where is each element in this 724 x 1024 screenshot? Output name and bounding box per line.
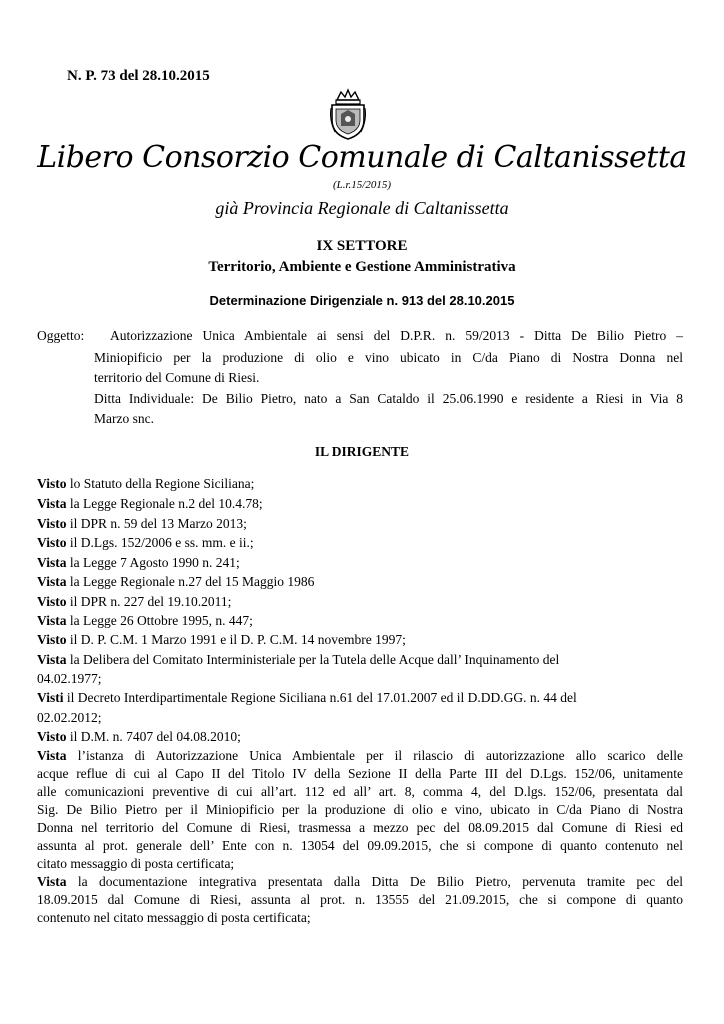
body-line xyxy=(37,802,683,818)
line-text: il Decreto Interdipartimentale Regione Siciliana n.61 del 17.01.2007 ed il D.DD.GG. n. 44 del xyxy=(63,690,577,705)
line-text: la Legge Regionale n.27 del 15 Maggio 1986 xyxy=(66,574,315,589)
body-line xyxy=(37,594,231,610)
line-text: il D.M. n. 7407 del 04.08.2010; xyxy=(66,729,241,744)
body-line xyxy=(37,766,683,782)
law-reference: (L.r.15/2015) xyxy=(332,179,392,191)
line-text: lo Statuto della Regione Siciliana; xyxy=(66,476,255,491)
body-line xyxy=(37,496,263,512)
keyword: Visto xyxy=(37,632,67,647)
line-text: il D. P. C.M. 1 Marzo 1991 e il D. P. C.M. 14 novembre 1997; xyxy=(66,632,406,647)
line-text: assunta al prot. generale dell’ Ente con n. 13054 del 09.09.2015, che si compone di quanto contenuto nel xyxy=(37,838,683,853)
body-line xyxy=(37,476,254,492)
line-text: il DPR n. 59 del 13 Marzo 2013; xyxy=(66,516,247,531)
subject-line: Ditta Individuale: De Bilio Pietro, nato a San Cataldo il 25.06.1990 e residente a Riesi in Via 8 xyxy=(94,391,683,406)
keyword: Visto xyxy=(37,516,67,531)
body-line xyxy=(37,632,406,648)
section-heading: IL DIRIGENTE xyxy=(314,444,410,459)
sector-title: IX SETTORE xyxy=(316,238,408,254)
subject-line: Marzo snc. xyxy=(94,411,154,426)
line-text: contenuto nel citato messaggio di posta certificata; xyxy=(37,910,311,925)
coat-of-arms-emblem xyxy=(329,88,367,140)
keyword: Vista xyxy=(37,555,67,570)
keyword: Vista xyxy=(37,496,67,511)
body-line xyxy=(37,613,253,629)
line-text: la documentazione integrativa presentata dalla Ditta De Bilio Pietro, pervenuta tramite pec del xyxy=(66,874,683,889)
body-line xyxy=(37,820,683,836)
organization-title: Libero Consorzio Comunale di Caltanissetta xyxy=(37,140,687,175)
line-text: alle comunicazioni preventive di cui all’art. 112 ed all’ art. 8, comma 4, del D.lgs. 152/06, presentata dal xyxy=(37,784,683,799)
body-line xyxy=(37,652,559,668)
subject-line: territorio del Comune di Riesi. xyxy=(94,370,260,385)
keyword: Vista xyxy=(37,613,67,628)
body-line xyxy=(37,748,683,764)
keyword: Vista xyxy=(37,652,67,667)
line-text: Donna nel territorio del Comune di Riesi, trasmessa a mezzo pec del 08.09.2015 dal Comune di Riesi ed xyxy=(37,820,683,835)
body-line xyxy=(37,690,577,706)
line-text: 18.09.2015 dal Comune di Riesi, assunta al prot. n. 13555 del 21.09.2015, che si compone di quanto xyxy=(37,892,683,907)
line-text: 02.02.2012; xyxy=(37,710,102,725)
line-text: il D.Lgs. 152/2006 e ss. mm. e ii.; xyxy=(66,535,254,550)
body-line xyxy=(37,729,241,745)
line-text: la Legge 26 Ottobre 1995, n. 447; xyxy=(66,613,253,628)
body-line xyxy=(37,910,311,926)
line-text: l’istanza di Autorizzazione Unica Ambientale per il rilascio di autorizzazione allo scarico delle xyxy=(66,748,683,763)
keyword: Visto xyxy=(37,729,67,744)
keyword: Vista xyxy=(37,574,67,589)
line-text: acque reflue di cui al Capo II del Titolo IV della Sezione II della Parte III del D.Lgs. 152/06, unitamente xyxy=(37,766,683,781)
line-text: il DPR n. 227 del 19.10.2011; xyxy=(66,594,232,609)
line-text: Sig. De Bilio Pietro per il Miniopificio per la produzione di olio e vino, ubicato in C/da Piano di Nostra xyxy=(37,802,683,817)
keyword: Visto xyxy=(37,535,67,550)
determination-title: Determinazione Dirigenziale n. 913 del 28.10.2015 xyxy=(209,293,515,308)
body-line xyxy=(37,555,240,571)
body-line xyxy=(37,710,102,726)
body-line xyxy=(37,856,234,872)
body-line xyxy=(37,874,683,890)
line-text: citato messaggio di posta certificata; xyxy=(37,856,235,871)
body-line xyxy=(37,671,102,687)
body-line xyxy=(37,784,683,800)
subject-label: Oggetto: xyxy=(37,328,85,343)
line-text: la Delibera del Comitato Interministeriale per la Tutela delle Acque dall’ Inquinamento del xyxy=(66,652,560,667)
subject-line: Miniopificio per la produzione di olio e vino ubicato in C/da Piano di Nostra Donna nel xyxy=(94,350,683,365)
line-text: la Legge Regionale n.2 del 10.4.78; xyxy=(66,496,263,511)
former-name: già Provincia Regionale di Caltanissetta xyxy=(215,198,509,218)
line-text: 04.02.1977; xyxy=(37,671,102,686)
body-line xyxy=(37,535,254,551)
body-line xyxy=(37,516,247,532)
body-line xyxy=(37,574,314,590)
line-text: la Legge 7 Agosto 1990 n. 241; xyxy=(66,555,240,570)
keyword: Visti xyxy=(37,690,64,705)
keyword: Vista xyxy=(37,874,67,889)
body-line xyxy=(37,838,683,854)
keyword: Visto xyxy=(37,476,67,491)
protocol-number: N. P. 73 del 28.10.2015 xyxy=(67,68,210,84)
keyword: Vista xyxy=(37,748,67,763)
body-line xyxy=(37,892,683,908)
sector-description: Territorio, Ambiente e Gestione Amministrativa xyxy=(208,259,516,275)
subject-line: Autorizzazione Unica Ambientale ai sensi del D.P.R. n. 59/2013 - Ditta De Bilio Pietro – xyxy=(110,328,683,343)
keyword: Visto xyxy=(37,594,67,609)
